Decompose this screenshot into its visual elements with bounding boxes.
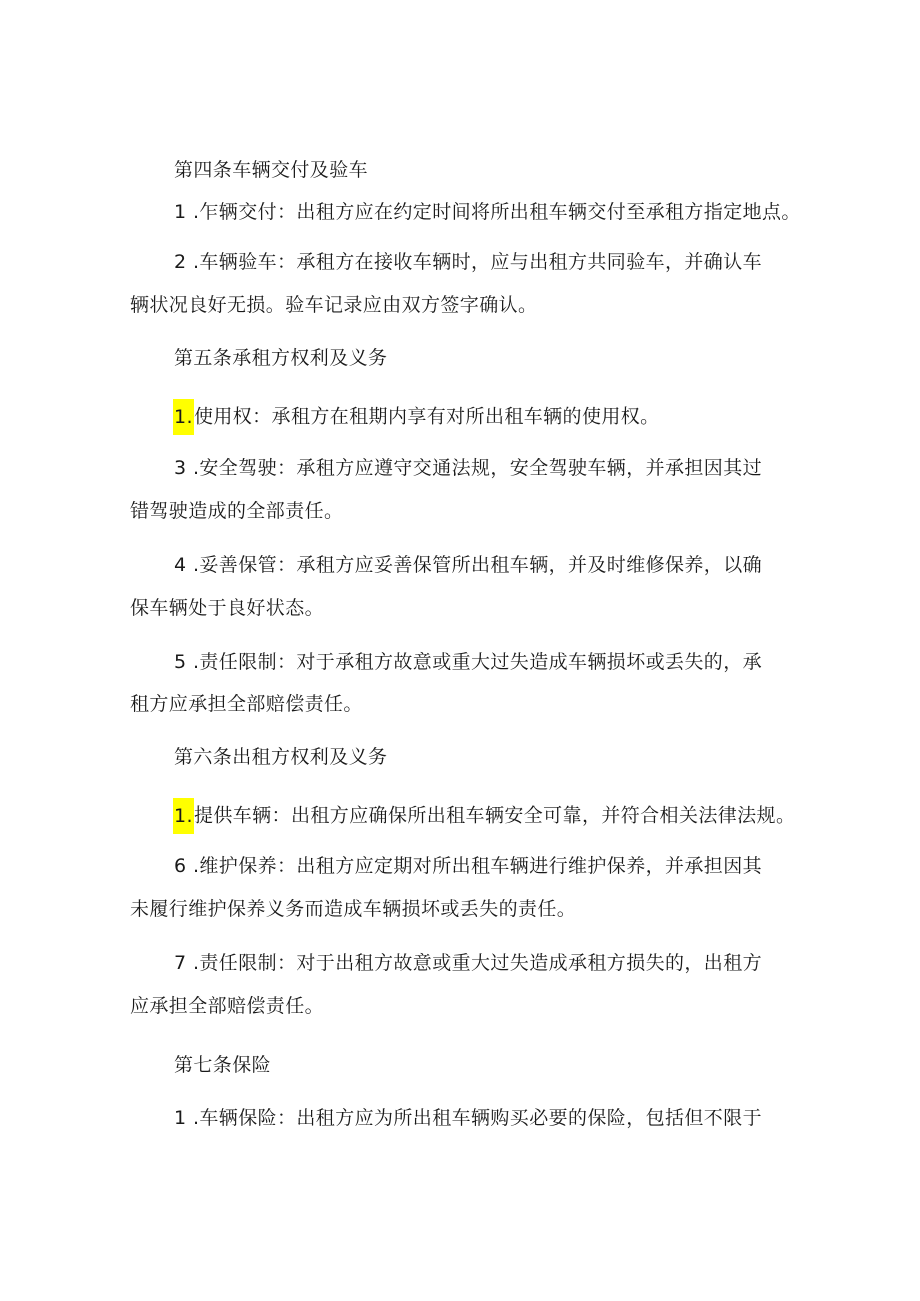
item-text: .妥善保管：承租方应妥善保管所出租车辆，并及时维修保养，以确 [192, 554, 762, 576]
item-number: 5 [174, 651, 187, 673]
item-number: 1 [174, 1107, 187, 1129]
item-text: 使用权：承租方在租期内享有对所出租车辆的使用权。 [193, 405, 660, 428]
article-7-heading: 第七条保险 [174, 1054, 272, 1076]
item-number: 1 [174, 201, 187, 223]
article-5-item-5-continuation: 租方应承担全部赔偿责任。 [130, 693, 363, 715]
item-text: .责任限制：对于出租方故意或重大过失造成承租方损失的，出租方 [192, 952, 762, 974]
article-5-item-4-continuation: 保车辆处于良好状态。 [130, 597, 325, 619]
item-text: .乍辆交付：出租方应在约定时间将所出租车辆交付至承租方指定地点。 [192, 201, 801, 223]
item-text: .维护保养：出租方应定期对所出租车辆进行维护保养，并承担因其 [192, 855, 762, 877]
item-number: 6 [174, 855, 187, 877]
article-5-heading: 第五条承租方权利及义务 [174, 347, 388, 369]
article-4-heading: 第四条车辆交付及验车 [174, 159, 369, 181]
article-7-item-1 [174, 1105, 762, 1131]
article-6-heading: 第六条出租方权利及义务 [174, 746, 388, 768]
article-4-item-1 [174, 199, 801, 225]
item-text: .车辆保险：出租方应为所出租车辆购买必要的保险，包括但不限于 [192, 1107, 762, 1129]
item-number: 7 [174, 952, 187, 974]
highlighted-item-number: 1. [173, 399, 194, 435]
article-6-item-6-continuation: 未履行维护保养义务而造成车辆损坏或丢失的责任。 [130, 898, 577, 920]
article-5-item-4 [174, 552, 762, 578]
item-text: .安全驾驶：承租方应遵守交通法规，安全驾驶车辆，并承担因其过 [192, 457, 762, 479]
article-5-item-5 [174, 649, 762, 675]
article-5-item-3 [174, 455, 762, 481]
article-4-item-2-continuation: 辆状况良好无损。验车记录应由双方签字确认。 [130, 294, 538, 316]
article-6-item-7-continuation: 应承担全部赔偿责任。 [130, 995, 325, 1017]
highlighted-item-number: 1. [173, 798, 194, 834]
article-4-item-2 [174, 249, 762, 275]
item-number: 3 [174, 457, 187, 479]
item-text: .责任限制：对于承租方故意或重大过失造成车辆损坏或丢失的，承 [192, 651, 762, 673]
article-6-item-1 [174, 798, 796, 827]
article-6-item-6 [174, 853, 762, 879]
article-5-item-3-continuation: 错驾驶造成的全部责任。 [130, 500, 344, 522]
article-5-item-1 [174, 399, 660, 428]
article-6-item-7 [174, 950, 762, 976]
item-number: 2 [174, 251, 187, 273]
item-number: 4 [174, 554, 187, 576]
item-text: 提供车辆：出租方应确保所出租车辆安全可靠，并符合相关法律法规。 [193, 804, 796, 827]
item-text: .车辆验车：承租方在接收车辆时，应与出租方共同验车，并确认车 [192, 251, 762, 273]
